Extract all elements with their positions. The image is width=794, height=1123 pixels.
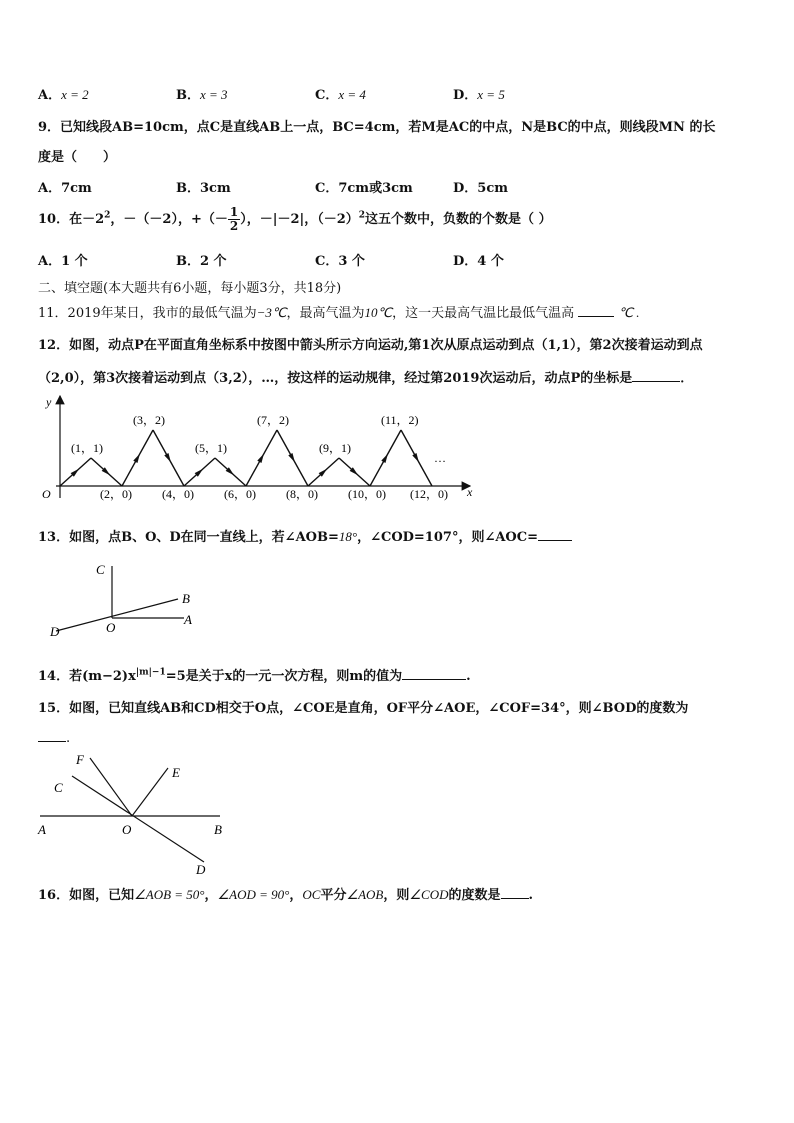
q9-stem-line1: 9．已知线段AB=10cm，点C是直线AB上一点，BC=4cm，若M是AC的中点，N是BC的中点，则线段MN 的长 — [38, 120, 716, 135]
arrow-icon — [133, 454, 140, 463]
q13-stem: 13．如图，点B、O、D在同一直线上，若∠AOB=18°，∠COD=107°，则∠AOC= — [38, 526, 572, 545]
ray-of — [90, 758, 132, 816]
line-db — [56, 599, 178, 631]
label-o: O — [106, 620, 116, 635]
graph-ellipsis: … — [434, 451, 446, 465]
x-axis-label: x — [467, 485, 473, 499]
label-a: A — [184, 612, 192, 627]
q9-stem-line2: 度是（ ） — [38, 150, 117, 165]
q15-answer-blank — [38, 729, 66, 742]
bottom-label: (6，0) — [224, 487, 256, 501]
origin-label: O — [42, 487, 51, 501]
label-o: O — [122, 822, 132, 837]
label-d: D — [196, 862, 206, 877]
line-cd — [72, 776, 204, 862]
q9-option-a: A．7cm — [38, 181, 92, 196]
peak-label: (9，1) — [319, 441, 351, 455]
label-b: B — [214, 822, 222, 837]
q14-answer-blank — [402, 667, 466, 680]
section-heading: 二、填空题(本大题共有6小题，每小题3分，共18分) — [38, 281, 342, 296]
peak-label: (5，1) — [195, 441, 227, 455]
q12-stem-line2: （2,0），第3次接着运动到点（3,2），…，按这样的运动规律，经过第2019次运动后，动点P的坐标是 ． — [38, 371, 694, 386]
arrow-icon — [412, 453, 419, 462]
arrow-icon — [288, 453, 295, 462]
q10-option-d: D．4 个 — [453, 254, 504, 269]
q15-stem-line2: . — [38, 729, 70, 746]
q8-option-c: C．x = 4 — [315, 87, 366, 103]
q11-answer-blank — [578, 304, 614, 317]
y-axis-label: y — [46, 395, 52, 409]
q10-option-a: A．1 个 — [38, 254, 88, 269]
q10-option-b: B．2 个 — [176, 254, 227, 269]
label-b: B — [182, 591, 190, 606]
label-d: D — [50, 624, 60, 639]
arrow-icon — [164, 453, 171, 462]
q16-stem: 16．如图，已知∠AOB = 50°，∠AOD = 90°，OC平分∠AOB，则∠COD的度数是 . — [38, 887, 534, 903]
peak-label: (11，2) — [381, 413, 419, 427]
q12-answer-blank — [632, 369, 680, 382]
bottom-label: (2，0) — [100, 487, 132, 501]
label-e: E — [172, 765, 180, 780]
q13-figure — [44, 558, 204, 640]
q10-fraction: $\frac{1}{2}$ — [229, 205, 239, 233]
arrow-icon — [257, 454, 264, 463]
q9-option-c: C．7cm或3cm — [315, 181, 413, 196]
q9-option-d: D．5cm — [453, 181, 508, 196]
peak-label: (7，2) — [257, 413, 289, 427]
bottom-label: (8，0) — [286, 487, 318, 501]
bottom-label: (4，0) — [162, 487, 194, 501]
label-c: C — [96, 562, 105, 577]
q9-option-b: B．3cm — [176, 181, 231, 196]
peak-label: (3，2) — [133, 413, 165, 427]
label-c: C — [54, 780, 63, 795]
bottom-label: (12，0) — [410, 487, 448, 501]
q8-option-a: A．x = 2 — [38, 87, 89, 103]
ray-oe — [132, 768, 168, 816]
q12-stem-line1: 12．如图，动点P在平面直角坐标系中按图中箭头所示方向运动,第1次从原点运动到点（1,1），第2次接着运动到点 — [38, 338, 703, 353]
arrow-icon — [381, 454, 388, 463]
label-f: F — [76, 752, 84, 767]
q10-option-c: C．3 个 — [315, 254, 365, 269]
q13-answer-blank — [538, 528, 572, 541]
q15-figure — [34, 752, 244, 878]
q14-stem: 14．若$(m-2)x^{|m|-1}=5$是关于x的一元一次方程，则m的值为 . — [38, 667, 471, 684]
q8-option-b: B．x = 3 — [176, 87, 228, 103]
q15-stem-line1: 15．如图，已知直线AB和CD相交于O点，∠COE是直角，OF平分∠AOE，∠COF=34°，则∠BOD的度数为 — [38, 701, 689, 716]
q12-coordinate-graph — [36, 392, 482, 504]
peak-label: (1，1) — [71, 441, 103, 455]
q10-stem: 10．在$-2^2$，－（－2），+（－ $\frac{1}{2}$ ），－|－2|，$(-2)^2$这五个数中，负数的个数是（ ） — [38, 205, 552, 233]
q16-answer-blank — [501, 886, 529, 899]
q8-option-d: D．x = 5 — [453, 87, 505, 103]
q11-stem: 11．2019年某日，我市的最低气温为−3℃，最高气温为10℃，这一天最高气温比最低气温高 ℃ . — [38, 305, 640, 321]
bottom-label: (10，0) — [348, 487, 386, 501]
label-a: A — [38, 822, 46, 837]
